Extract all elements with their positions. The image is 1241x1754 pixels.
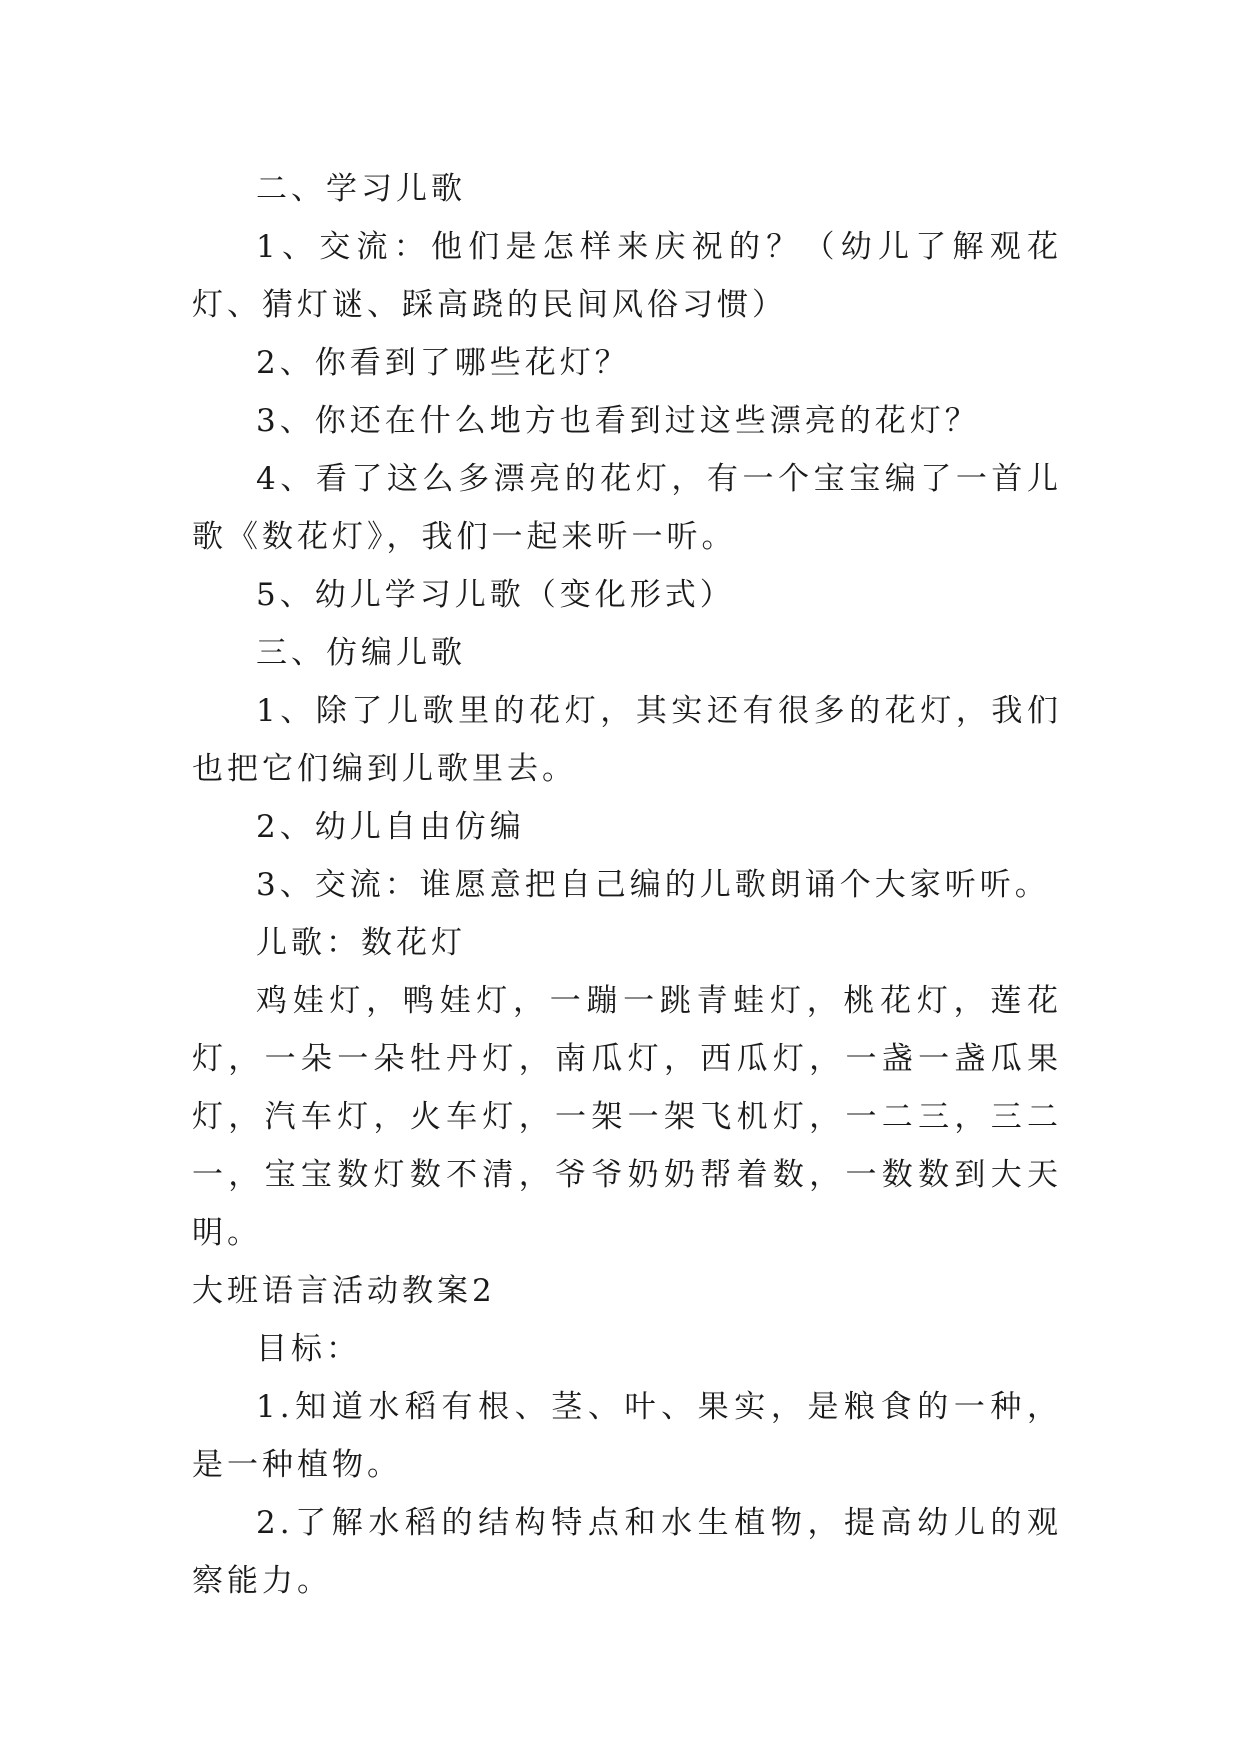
paragraph-item: 4、看了这么多漂亮的花灯，有一个宝宝编了一首儿歌《数花灯》，我们一起来听一听。 [192,461,1062,555]
song-lyrics: 鸡娃灯，鸭娃灯，一蹦一跳青蛙灯，桃花灯，莲花灯，一朵一朵牡丹灯，南瓜灯，西瓜灯，一盏一盏瓜果灯，汽车灯，火车灯，一架一架飞机灯，一二三，三二一，宝宝数灯数不清，爷爷奶奶帮着数，一数数到大天明。 [192,983,1062,1251]
document-body [192,160,1062,1610]
section-heading-imitate-song: 三、仿编儿歌 [256,635,466,671]
lesson-plan-title: 大班语言活动教案2 [192,1273,496,1309]
goal-item: 2.了解水稻的结构特点和水生植物，提高幼儿的观察能力。 [192,1505,1062,1599]
section-heading-learn-song: 二、学习儿歌 [256,171,466,207]
paragraph-item: 2、幼儿自由仿编 [256,809,525,845]
goal-item: 1.知道水稻有根、茎、叶、果实，是粮食的一种，是一种植物。 [192,1389,1062,1483]
paragraph-item: 5、幼儿学习儿歌（变化形式） [256,577,735,613]
paragraph-item: 3、你还在什么地方也看到过这些漂亮的花灯？ [256,403,980,439]
paragraph-item: 1、交流：他们是怎样来庆祝的？（幼儿了解观花灯、猜灯谜、踩高跷的民间风俗习惯） [192,229,1062,323]
paragraph-item: 1、除了儿歌里的花灯，其实还有很多的花灯，我们也把它们编到儿歌里去。 [192,693,1062,787]
paragraph-item: 2、你看到了哪些花灯？ [256,345,630,381]
paragraph-item: 3、交流：谁愿意把自己编的儿歌朗诵个大家听听。 [256,867,1050,903]
song-title: 儿歌：数花灯 [256,925,466,961]
goals-heading: 目标： [256,1331,361,1367]
